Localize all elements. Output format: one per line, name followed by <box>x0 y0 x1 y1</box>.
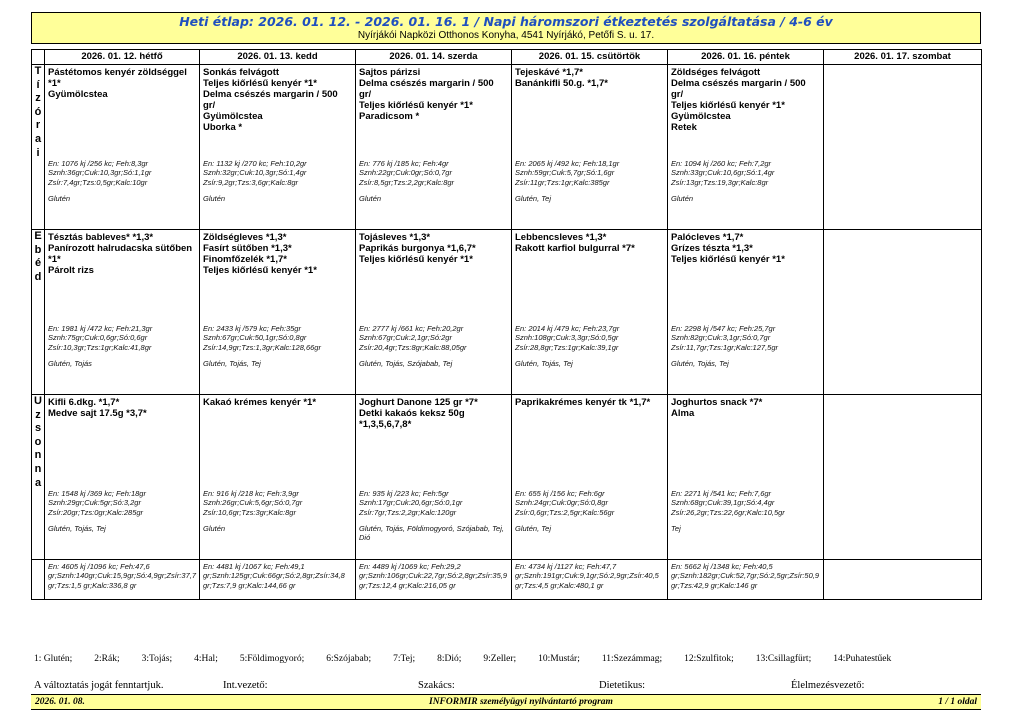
menu-item: Teljes kiőrlésű kenyér *1* <box>671 100 785 111</box>
menu-item: Kifli 6.dkg. *1,7* <box>48 397 120 408</box>
day-header-row <box>32 50 982 65</box>
meal-label-letter: d <box>34 270 42 283</box>
allergen-legend-item: 14:Puhatestűek <box>833 654 892 664</box>
menu-cell <box>824 395 982 560</box>
menu-item: Párolt rizs <box>48 265 94 276</box>
meal-label <box>32 230 45 395</box>
meal-label-letter: z <box>35 408 41 421</box>
menu-cell <box>45 395 200 560</box>
menu-cell <box>45 65 200 230</box>
menu-items <box>671 232 820 265</box>
day-header: 2026. 01. 13. kedd <box>200 50 356 65</box>
nutrition-info <box>671 324 821 368</box>
allergen-list: Glutén <box>203 193 226 203</box>
meal-label-letter: U <box>34 395 42 407</box>
menu-cell <box>668 230 824 395</box>
menu-cell <box>512 395 668 560</box>
allergen-legend-item: 8:Dió; <box>437 654 462 664</box>
allergen-legend-item: 7:Tej; <box>393 654 416 664</box>
day-header: 2026. 01. 15. csütörtök <box>512 50 668 65</box>
menu-item: Delma csészés margarin / 500 gr/ <box>359 78 494 100</box>
menu-item: Kakaó krémes kenyér *1* <box>203 397 317 408</box>
nutrition-line: Zsír:26,2gr;Tzs:22,6gr;Kalc:10,5gr <box>671 507 785 517</box>
meal-label-letter: i <box>36 146 40 159</box>
menu-items <box>515 397 664 408</box>
nutrition-line: En: 1076 kj /256 kc; Feh:8,3gr <box>48 159 149 168</box>
menu-item: Gyümölcstea <box>671 111 731 122</box>
menu-item: Alma <box>671 408 695 419</box>
menu-cell <box>668 65 824 230</box>
menu-item: Grízes tészta *1,3* <box>671 243 753 254</box>
cook-signature-label: Szakács: <box>418 680 455 691</box>
daily-total: En: 5662 kj /1348 kc; Feh:40,5 gr;Sznh:182gr;Cuk:52,7gr;Só:2,5gr;Zsír:50,9 gr;Tzs:42,9 gr;Kalc:146 gr <box>668 560 824 600</box>
nutrition-line: Sznh:75gr;Cuk:0,6gr;Só:0,6gr <box>48 333 148 343</box>
allergen-legend-item: 5:Földimogyoró; <box>239 654 305 664</box>
menu-item: Joghurtos snack *7* <box>671 397 763 408</box>
daily-total: En: 4605 kj /1096 kc; Feh:47,6 gr;Sznh:140gr;Cuk:15,9gr;Só:4,9gr;Zsír:37,7 gr;Tzs:1,5 gr;Kalc:336,8 gr <box>45 560 200 600</box>
menu-cell <box>45 230 200 395</box>
menu-cell <box>200 395 356 560</box>
nutrition-line: Zsír:28,8gr;Tzs:1gr;Kalc:39,1gr <box>515 342 619 352</box>
nutrition-info <box>203 489 353 533</box>
menu-items <box>48 67 196 100</box>
menu-item: Sonkás felvágott <box>203 67 280 78</box>
nutrition-line: Zsír:20,4gr;Tzs:8gr;Kalc:88,05gr <box>359 342 467 352</box>
menu-item: Banánkifli 50.g. *1,7* <box>515 78 608 89</box>
meal-label-letter: n <box>34 462 42 475</box>
menu-cell <box>200 230 356 395</box>
allergen-list: Glutén <box>203 523 226 533</box>
day-header: 2026. 01. 16. péntek <box>668 50 824 65</box>
nutrition-line: Zsír:7gr;Tzs:2,2gr;Kalc:120gr <box>359 507 457 517</box>
menu-item: Zöldségleves *1,3* <box>203 232 287 243</box>
menu-items <box>203 232 352 276</box>
allergen-legend-item: 13:Csillagfürt; <box>755 654 812 664</box>
meal-label-letter: r <box>35 119 41 132</box>
allergen-list: Glutén, Tojás, Tej <box>515 358 573 368</box>
meal-label-letter: E <box>34 230 42 242</box>
menu-item: Paradicsom * <box>359 111 420 122</box>
meal-row <box>32 65 982 230</box>
menu-items <box>671 67 820 133</box>
nutrition-line: En: 916 kj /218 kc; Feh:3,9gr <box>203 489 299 498</box>
nutrition-line: En: 2014 kj /479 kc; Feh:23,7gr <box>515 324 620 333</box>
nutrition-line: En: 1094 kj /260 kc; Feh:7,2gr <box>671 159 772 168</box>
kitchen-address: Nyírjákói Napközi Otthonos Konyha, 4541 Nyírjákó, Petőfi S. u. 17. <box>357 30 655 41</box>
nutrition-info <box>671 489 821 533</box>
menu-item: Paprikás burgonya *1,6,7* <box>359 243 476 254</box>
nutrition-info <box>515 489 665 533</box>
day-header: 2026. 01. 14. szerda <box>356 50 512 65</box>
allergen-legend-item: 1: Glutén; <box>34 654 73 664</box>
menu-item: Pástétomos kenyér zöldséggel *1* <box>48 67 187 89</box>
nutrition-line: Zsír:11,7gr;Tzs:1gr;Kalc:127,5gr <box>671 342 778 352</box>
nutrition-line: En: 935 kj /223 kc; Feh:5gr <box>359 489 449 498</box>
allergen-legend-item: 6:Szójabab; <box>326 654 372 664</box>
nutrition-line: Zsír:8,5gr;Tzs:2,2gr;Kalc:8gr <box>359 177 455 187</box>
menu-item: Detki kakaós keksz 50g *1,3,5,6,7,8* <box>359 408 465 430</box>
page-footer <box>31 694 981 710</box>
allergen-legend <box>34 654 984 664</box>
nutrition-line: Sznh:24gr;Cuk:0gr;Só:0,8gr <box>515 498 608 508</box>
menu-items <box>359 67 508 122</box>
allergen-list: Tej <box>671 523 681 533</box>
menu-item: Zöldséges felvágott <box>671 67 761 78</box>
nutrition-info <box>203 159 353 203</box>
meal-label-letter: b <box>34 243 42 256</box>
meal-row <box>32 395 982 560</box>
allergen-legend-item: 11:Szezámmag; <box>601 654 663 664</box>
menu-cell <box>356 230 512 395</box>
meal-label-letter: s <box>34 422 42 435</box>
manager-signature-label: Int.vezető: <box>223 680 268 691</box>
nutrition-line: Zsír:11gr;Tzs:1gr;Kalc:385gr <box>515 177 610 187</box>
nutrition-line: Zsír:14,9gr;Tzs:1,3gr;Kalc:128,66gr <box>203 342 321 352</box>
menu-item: Paprikakrémes kenyér tk *1,7* <box>515 397 651 408</box>
nutrition-info <box>48 324 197 368</box>
menu-cell <box>356 65 512 230</box>
totals-label-cell <box>32 560 45 600</box>
allergen-list: Glutén, Tej <box>515 193 551 203</box>
menu-item: Delma csészés margarin / 500 gr/ <box>671 78 806 100</box>
allergen-legend-item: 4:Hal; <box>194 654 218 664</box>
allergen-list: Glutén, Tojás, Földimogyoró, Szójabab, Tej, Dió <box>359 523 504 543</box>
allergen-legend-item: 12:Szulfitok; <box>684 654 734 664</box>
menu-item: Rakott karfiol bulgurral *7* <box>515 243 635 254</box>
allergen-list: Glutén <box>671 193 694 203</box>
nutrition-line: En: 655 kj /156 kc; Feh:6gr <box>515 489 605 498</box>
menu-title: Heti étlap: 2026. 01. 12. - 2026. 01. 16. 1 / Napi háromszori étkeztetés szolgáltatása / 4-6 év <box>179 14 833 29</box>
allergen-legend-item: 9:Zeller; <box>483 654 517 664</box>
menu-items <box>515 67 664 89</box>
menu-item: Teljes kiőrlésű kenyér *1* <box>671 254 785 265</box>
program-name: INFORMIR személyügyi nyilvántartó program <box>429 697 613 707</box>
meal-label-letter: í <box>36 78 40 91</box>
allergen-legend-item: 2:Rák; <box>94 654 120 664</box>
menu-item: Palócleves *1,7* <box>671 232 744 243</box>
allergen-list: Glutén, Tojás, Szójabab, Tej <box>359 358 453 368</box>
nutrition-line: Sznh:108gr;Cuk:3,3gr;Só:0,5gr <box>515 333 619 343</box>
menu-cell <box>356 395 512 560</box>
allergen-list: Glutén <box>48 193 71 203</box>
rights-reserved-text: A változtatás jogát fenntartjuk. <box>34 680 164 691</box>
menu-item: Panírozott halrudacska sütőben *1* <box>48 243 193 265</box>
allergen-legend-item: 10:Mustár; <box>538 654 580 664</box>
nutrition-info <box>48 489 197 533</box>
menu-items <box>515 232 664 254</box>
allergen-list: Glutén, Tojás, Tej <box>48 523 106 533</box>
page-number: 1 / 1 oldal <box>938 697 977 707</box>
meal-label-letter: a <box>34 132 42 145</box>
allergen-list: Glutén, Tej <box>515 523 551 533</box>
menu-cell <box>512 230 668 395</box>
meal-label-letter: ó <box>34 105 42 118</box>
nutrition-line: Sznh:17gr;Cuk:20,6gr;Só:0,1gr <box>359 498 463 508</box>
nutrition-line: Zsír:10,6gr;Tzs:3gr;Kalc:8gr <box>203 507 296 517</box>
dietitian-signature-label: Dietetikus: <box>599 680 646 691</box>
allergen-list: Glutén, Tojás <box>48 358 92 368</box>
menu-item: Sajtos párizsi <box>359 67 421 78</box>
menu-items <box>671 397 820 419</box>
meal-label-letter: z <box>35 92 41 105</box>
daily-total: En: 4489 kj /1069 kc; Feh:29,2 gr;Sznh:106gr;Cuk:22,7gr;Só:2,8gr;Zsír:35,9 gr;Tzs:12,4 gr;Kalc:216,05 gr <box>356 560 512 600</box>
nutrition-line: Sznh:29gr;Cuk:5gr;Só:3,2gr <box>48 498 141 508</box>
meal-label-letter: T <box>34 65 42 77</box>
meal-label-letter: n <box>34 449 42 462</box>
menu-item: Tésztás bableves* *1,3* <box>48 232 154 243</box>
nutrition-info <box>359 159 509 203</box>
meal-label <box>32 395 45 560</box>
menu-item: Uborka * <box>203 122 243 133</box>
daily-total: En: 4734 kj /1127 kc; Feh:47,7 gr;Sznh:191gr;Cuk:9,1gr;Só:2,9gr;Zsír:40,5 gr;Tzs:4,5 gr;Kalc:480,1 gr <box>512 560 668 600</box>
allergen-list: Glutén, Tojás, Tej <box>671 358 729 368</box>
nutrition-info <box>515 324 665 368</box>
nutrition-line: Zsír:7,4gr;Tzs:0,5gr;Kalc:10gr <box>48 177 148 187</box>
nutrition-line: Sznh:26gr;Cuk:5,6gr;Só:0,7gr <box>203 498 303 508</box>
nutrition-line: Sznh:22gr;Cuk:0gr;Só:0,7gr <box>359 168 452 178</box>
nutrition-info <box>515 159 665 203</box>
daily-totals-row <box>32 560 982 600</box>
nutrition-info <box>48 159 197 203</box>
nutrition-line: En: 2433 kj /579 kc; Feh:35gr <box>203 324 301 333</box>
menu-cell <box>512 65 668 230</box>
nutrition-line: En: 1981 kj /472 kc; Feh:21,3gr <box>48 324 153 333</box>
menu-item: Tejeskávé *1,7* <box>515 67 583 78</box>
menu-item: Teljes kiőrlésű kenyér *1* <box>203 265 317 276</box>
nutrition-line: En: 1548 kj /369 kc; Feh:18gr <box>48 489 146 498</box>
daily-total <box>824 560 982 600</box>
nutrition-line: En: 2298 kj /547 kc; Feh:25,7gr <box>671 324 776 333</box>
nutrition-line: Sznh:32gr;Cuk:10,3gr;Só:1,4gr <box>203 168 307 178</box>
menu-item: Gyümölcstea <box>48 89 108 100</box>
menu-cell <box>824 230 982 395</box>
food-manager-signature-label: Élelmezésvezető: <box>791 680 865 691</box>
nutrition-line: Sznh:59gr;Cuk:5,7gr;Só:1,6gr <box>515 168 615 178</box>
nutrition-line: Sznh:67gr;Cuk:2,1gr;Só:2gr <box>359 333 452 343</box>
nutrition-line: En: 2777 kj /661 kc; Feh:20,2gr <box>359 324 464 333</box>
meal-row <box>32 230 982 395</box>
meal-label <box>32 65 45 230</box>
meal-label-letter: a <box>34 476 42 489</box>
daily-total: En: 4481 kj /1067 kc; Feh:49,1 gr;Sznh:125gr;Cuk:66gr;Só:2,8gr;Zsír:34,8 gr;Tzs:7,9 gr;Kalc:144,66 gr <box>200 560 356 600</box>
nutrition-line: Sznh:82gr;Cuk:3,1gr;Só:0,7gr <box>671 333 771 343</box>
menu-item: Lebbencsleves *1,3* <box>515 232 607 243</box>
menu-cell <box>668 395 824 560</box>
weekly-menu-table <box>31 49 982 600</box>
meal-label-letter: é <box>34 257 42 270</box>
menu-item: Teljes kiőrlésű kenyér *1* <box>203 78 317 89</box>
meal-label-letter: o <box>34 435 42 448</box>
menu-item: Gyümölcstea <box>203 111 263 122</box>
menu-items <box>203 67 352 133</box>
menu-item: Retek <box>671 122 697 133</box>
menu-items <box>48 232 196 276</box>
nutrition-line: Zsír:20gr;Tzs:0gr;Kalc:285gr <box>48 507 144 517</box>
nutrition-line: Sznh:67gr;Cuk:50,1gr;Só:0,8gr <box>203 333 307 343</box>
nutrition-info <box>671 159 821 203</box>
day-header: 2026. 01. 17. szombat <box>824 50 982 65</box>
day-header: 2026. 01. 12. hétfő <box>45 50 200 65</box>
menu-items <box>48 397 196 419</box>
menu-items <box>203 397 352 408</box>
nutrition-info <box>359 324 509 368</box>
menu-header <box>31 12 981 44</box>
menu-item: Fasírt sütőben *1,3* <box>203 243 292 254</box>
nutrition-info <box>359 489 509 542</box>
menu-item: Tojásleves *1,3* <box>359 232 431 243</box>
nutrition-info <box>203 324 353 368</box>
nutrition-line: Sznh:36gr;Cuk:10,3gr;Só:1,1gr <box>48 168 152 178</box>
menu-cell <box>824 65 982 230</box>
menu-items <box>359 397 508 430</box>
nutrition-line: Sznh:68gr;Cuk:39,1gr;Só:4,4gr <box>671 498 775 508</box>
nutrition-line: Zsír:13gr;Tzs:19,3gr;Kalc:8gr <box>671 177 769 187</box>
nutrition-line: Zsír:0,6gr;Tzs:2,5gr;Kalc:56gr <box>515 507 615 517</box>
allergen-legend-item: 3:Tojás; <box>141 654 173 664</box>
nutrition-line: Zsír:9,2gr;Tzs:3,6gr;Kalc:8gr <box>203 177 299 187</box>
print-date: 2026. 01. 08. <box>35 697 85 707</box>
nutrition-line: Sznh:33gr;Cuk:10,6gr;Só:1,4gr <box>671 168 775 178</box>
nutrition-line: En: 2065 kj /492 kc; Feh:18,1gr <box>515 159 620 168</box>
menu-cell <box>200 65 356 230</box>
menu-item: Teljes kiőrlésű kenyér *1* <box>359 100 473 111</box>
menu-item: Teljes kiőrlésű kenyér *1* <box>359 254 473 265</box>
menu-item: Finomfőzelék *1,7* <box>203 254 287 265</box>
nutrition-line: En: 1132 kj /270 kc; Feh:10,2gr <box>203 159 307 168</box>
menu-item: Joghurt Danone 125 gr *7* <box>359 397 478 408</box>
corner-cell <box>32 50 45 65</box>
menu-item: Delma csészés margarin / 500 gr/ <box>203 89 338 111</box>
nutrition-line: En: 776 kj /185 kc; Feh:4gr <box>359 159 449 168</box>
allergen-list: Glutén, Tojás, Tej <box>203 358 261 368</box>
menu-item: Medve sajt 17.5g *3,7* <box>48 408 147 419</box>
nutrition-line: Zsír:10,3gr;Tzs:1gr;Kalc:41,8gr <box>48 342 152 352</box>
allergen-list: Glutén <box>359 193 382 203</box>
menu-items <box>359 232 508 265</box>
nutrition-line: En: 2271 kj /541 kc; Feh:7,6gr <box>671 489 772 498</box>
